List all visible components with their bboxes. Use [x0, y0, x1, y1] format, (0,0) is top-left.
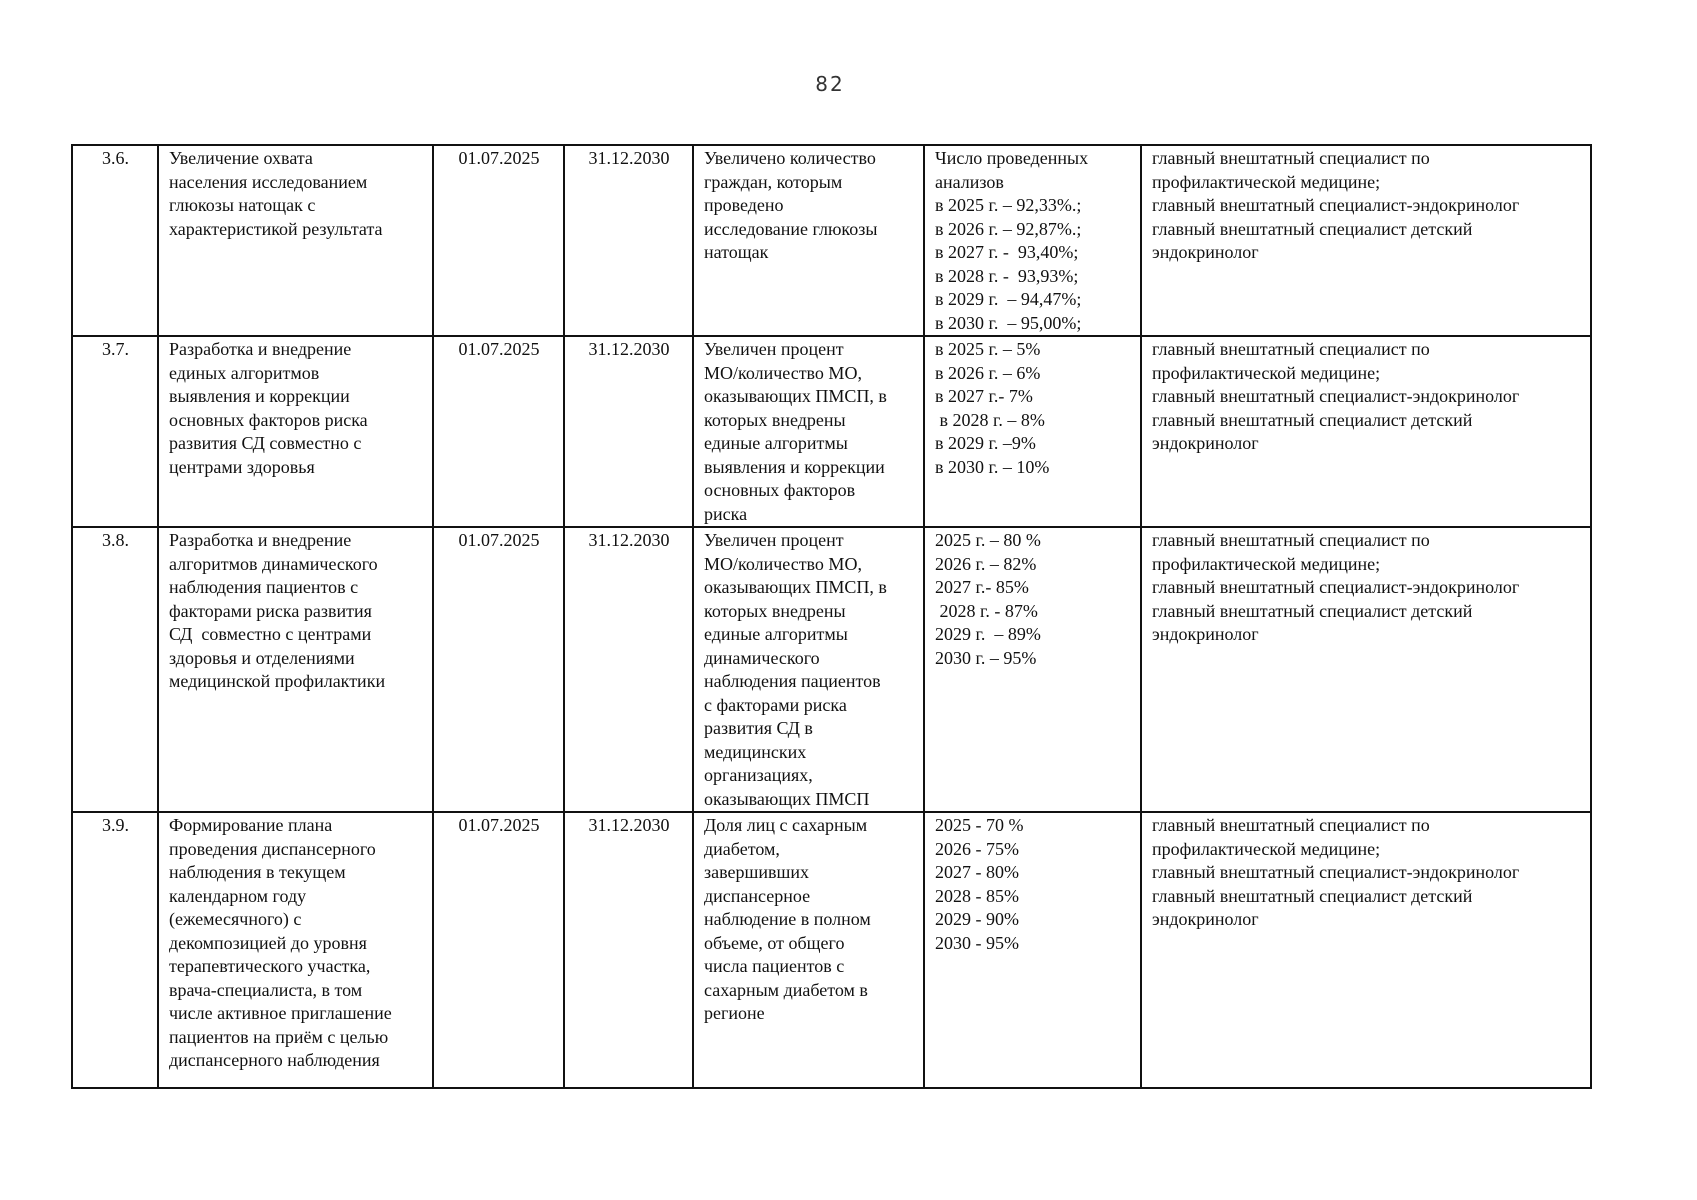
cell-text-line: центрами здоровья — [169, 456, 315, 477]
cell-text-line: оказывающих ПМСП, в — [704, 577, 887, 597]
cell-text-line: факторами риска развития — [169, 600, 372, 621]
row-number: 3.8. — [72, 527, 158, 812]
cell-text-line: организациях, — [704, 765, 813, 785]
cell-text-line: 2027 - 80% — [935, 862, 1019, 882]
cell-text-line: объеме, от общего — [704, 932, 845, 953]
table-row — [72, 336, 1591, 527]
result-cell — [693, 336, 924, 527]
cell-text-line: наблюдение в полном — [704, 909, 871, 929]
cell-text-line: проведения диспансерного — [169, 838, 376, 859]
cell-text-line: Разработка и внедрение — [169, 339, 352, 359]
cell-text-line: в 2028 г. - 93,93%; — [935, 265, 1079, 286]
cell-text-line: врача-специалиста, в том — [169, 979, 363, 1000]
cell-text-line: анализов — [935, 171, 1004, 192]
cell-text-line: развития СД в — [704, 718, 813, 738]
row-number: 3.6. — [72, 145, 158, 336]
activity-cell — [158, 336, 433, 527]
responsible-cell — [1141, 812, 1591, 1088]
cell-text-line: натощак — [704, 242, 769, 262]
cell-text-line: единые алгоритмы — [704, 433, 848, 453]
cell-text-line: главный внештатный специалист по — [1152, 339, 1430, 359]
cell-text-line: главный внештатный специалист-эндокринолог — [1152, 386, 1520, 406]
cell-text-line: наблюдения пациентов с — [169, 577, 359, 597]
cell-text-line: числе активное приглашение — [169, 1003, 392, 1023]
responsible-cell — [1141, 527, 1591, 812]
cell-text-line: в 2026 г. – 92,87%.; — [935, 218, 1082, 239]
cell-text-line: главный внештатный специалист по — [1152, 815, 1430, 835]
result-cell — [693, 812, 924, 1088]
indicator-cell — [924, 145, 1141, 336]
cell-text-line: населения исследованием — [169, 171, 368, 192]
cell-text-line: 2029 г. – 89% — [935, 624, 1041, 644]
cell-text-line: Разработка и внедрение — [169, 530, 352, 550]
cell-text-line: МО/количество МО, — [704, 362, 862, 383]
cell-text-line: главный внештатный специалист-эндокринолог — [1152, 195, 1520, 215]
cell-text-line: единых алгоритмов — [169, 362, 320, 383]
end-date: 31.12.2030 — [564, 527, 693, 812]
end-date: 31.12.2030 — [564, 336, 693, 527]
cell-text-line: которых внедрены — [704, 409, 846, 430]
activity-cell — [158, 527, 433, 812]
cell-text-line: Увеличен процент — [704, 530, 844, 550]
end-date: 31.12.2030 — [564, 145, 693, 336]
end-date: 31.12.2030 — [564, 812, 693, 1088]
cell-text-line: 2030 г. – 95% — [935, 647, 1037, 668]
cell-text-line: МО/количество МО, — [704, 553, 862, 574]
cell-text-line: с факторами риска — [704, 694, 847, 715]
row-number: 3.7. — [72, 336, 158, 527]
start-date: 01.07.2025 — [433, 527, 564, 812]
cell-text-line: эндокринолог — [1152, 242, 1259, 262]
cell-text-line: профилактической медицине; — [1152, 171, 1381, 192]
cell-text-line: диабетом, — [704, 838, 780, 859]
cell-text-line: риска — [704, 503, 748, 524]
result-cell — [693, 527, 924, 812]
cell-text-line: эндокринолог — [1152, 909, 1259, 929]
cell-text-line: календарном году — [169, 885, 307, 906]
cell-text-line: профилактической медицине; — [1152, 362, 1381, 383]
cell-text-line: в 2025 г. – 92,33%.; — [935, 195, 1082, 215]
cell-text-line: главный внештатный специалист детский — [1152, 600, 1473, 621]
cell-text-line: пациентов на приём с целью — [169, 1026, 389, 1047]
cell-text-line: в 2028 г. – 8% — [935, 409, 1045, 430]
cell-text-line: проведено — [704, 195, 784, 215]
cell-text-line: главный внештатный специалист детский — [1152, 885, 1473, 906]
table-row — [72, 145, 1591, 336]
cell-text-line: 2025 - 70 % — [935, 815, 1024, 835]
cell-text-line: (ежемесячного) с — [169, 909, 302, 929]
table-row — [72, 527, 1591, 812]
cell-text-line: наблюдения пациентов — [704, 671, 881, 691]
cell-text-line: характеристикой результата — [169, 218, 383, 239]
activity-cell — [158, 145, 433, 336]
cell-text-line: Число проведенных — [935, 148, 1089, 168]
cell-text-line: медицинских — [704, 741, 807, 762]
cell-text-line: диспансерного наблюдения — [169, 1050, 380, 1070]
cell-text-line: Доля лиц с сахарным — [704, 815, 868, 835]
cell-text-line: завершивших — [704, 862, 809, 882]
cell-text-line: в 2030 г. – 10% — [935, 456, 1050, 477]
page-number: 82 — [815, 72, 845, 96]
cell-text-line: Формирование плана — [169, 815, 333, 835]
cell-text-line: в 2027 г.- 7% — [935, 386, 1033, 406]
cell-text-line: Увеличен процент — [704, 339, 844, 359]
cell-text-line: выявления и коррекции — [704, 456, 885, 477]
indicator-cell — [924, 527, 1141, 812]
cell-text-line: диспансерное — [704, 885, 811, 906]
cell-text-line: которых внедрены — [704, 600, 846, 621]
action-plan-table — [71, 144, 1592, 1089]
cell-text-line: выявления и коррекции — [169, 386, 350, 406]
start-date: 01.07.2025 — [433, 812, 564, 1088]
cell-text-line: сахарным диабетом в — [704, 979, 868, 1000]
cell-text-line: наблюдения в текущем — [169, 862, 346, 882]
indicator-cell — [924, 336, 1141, 527]
cell-text-line: эндокринолог — [1152, 624, 1259, 644]
cell-text-line: 2029 - 90% — [935, 909, 1019, 929]
cell-text-line: числа пациентов с — [704, 956, 845, 976]
cell-text-line: основных факторов риска — [169, 409, 368, 430]
cell-text-line: профилактической медицине; — [1152, 553, 1381, 574]
cell-text-line: в 2027 г. - 93,40%; — [935, 242, 1079, 262]
cell-text-line: основных факторов — [704, 480, 856, 500]
result-cell — [693, 145, 924, 336]
indicator-cell — [924, 812, 1141, 1088]
cell-text-line: Увеличено количество — [704, 148, 876, 168]
cell-text-line: 2026 - 75% — [935, 838, 1019, 859]
cell-text-line: здоровья и отделениями — [169, 647, 355, 668]
cell-text-line: Увеличение охвата — [169, 148, 313, 168]
cell-text-line: единые алгоритмы — [704, 624, 848, 644]
cell-text-line: оказывающих ПМСП — [704, 788, 870, 809]
cell-text-line: в 2025 г. – 5% — [935, 339, 1041, 359]
cell-text-line: декомпозицией до уровня — [169, 932, 367, 953]
row-number: 3.9. — [72, 812, 158, 1088]
responsible-cell — [1141, 145, 1591, 336]
cell-text-line: профилактической медицине; — [1152, 838, 1381, 859]
responsible-cell — [1141, 336, 1591, 527]
cell-text-line: регионе — [704, 1003, 765, 1023]
cell-text-line: в 2026 г. – 6% — [935, 362, 1041, 383]
cell-text-line: эндокринолог — [1152, 433, 1259, 453]
cell-text-line: исследование глюкозы — [704, 218, 878, 239]
cell-text-line: граждан, которым — [704, 171, 843, 192]
cell-text-line: медицинской профилактики — [169, 671, 386, 691]
cell-text-line: 2028 - 85% — [935, 885, 1019, 906]
cell-text-line: главный внештатный специалист-эндокринолог — [1152, 577, 1520, 597]
cell-text-line: динамического — [704, 647, 820, 668]
cell-text-line: развития СД совместно с — [169, 433, 362, 453]
activity-cell — [158, 812, 433, 1088]
cell-text-line: терапевтического участка, — [169, 956, 371, 976]
start-date: 01.07.2025 — [433, 336, 564, 527]
cell-text-line: главный внештатный специалист по — [1152, 530, 1430, 550]
cell-text-line: СД совместно с центрами — [169, 624, 372, 644]
cell-text-line: алгоритмов динамического — [169, 553, 378, 574]
cell-text-line: 2025 г. – 80 % — [935, 530, 1041, 550]
cell-text-line: в 2029 г. –9% — [935, 433, 1036, 453]
cell-text-line: главный внештатный специалист по — [1152, 148, 1430, 168]
cell-text-line: оказывающих ПМСП, в — [704, 386, 887, 406]
cell-text-line: главный внештатный специалист детский — [1152, 218, 1473, 239]
cell-text-line: главный внештатный специалист-эндокринолог — [1152, 862, 1520, 882]
cell-text-line: 2027 г.- 85% — [935, 577, 1029, 597]
cell-text-line: глюкозы натощак с — [169, 195, 316, 215]
cell-text-line: 2028 г. - 87% — [935, 600, 1038, 621]
cell-text-line: главный внештатный специалист детский — [1152, 409, 1473, 430]
cell-text-line: 2030 - 95% — [935, 932, 1019, 953]
start-date: 01.07.2025 — [433, 145, 564, 336]
cell-text-line: в 2029 г. – 94,47%; — [935, 289, 1082, 309]
cell-text-line: в 2030 г. – 95,00%; — [935, 312, 1082, 333]
cell-text-line: 2026 г. – 82% — [935, 553, 1037, 574]
table-row — [72, 812, 1591, 1088]
